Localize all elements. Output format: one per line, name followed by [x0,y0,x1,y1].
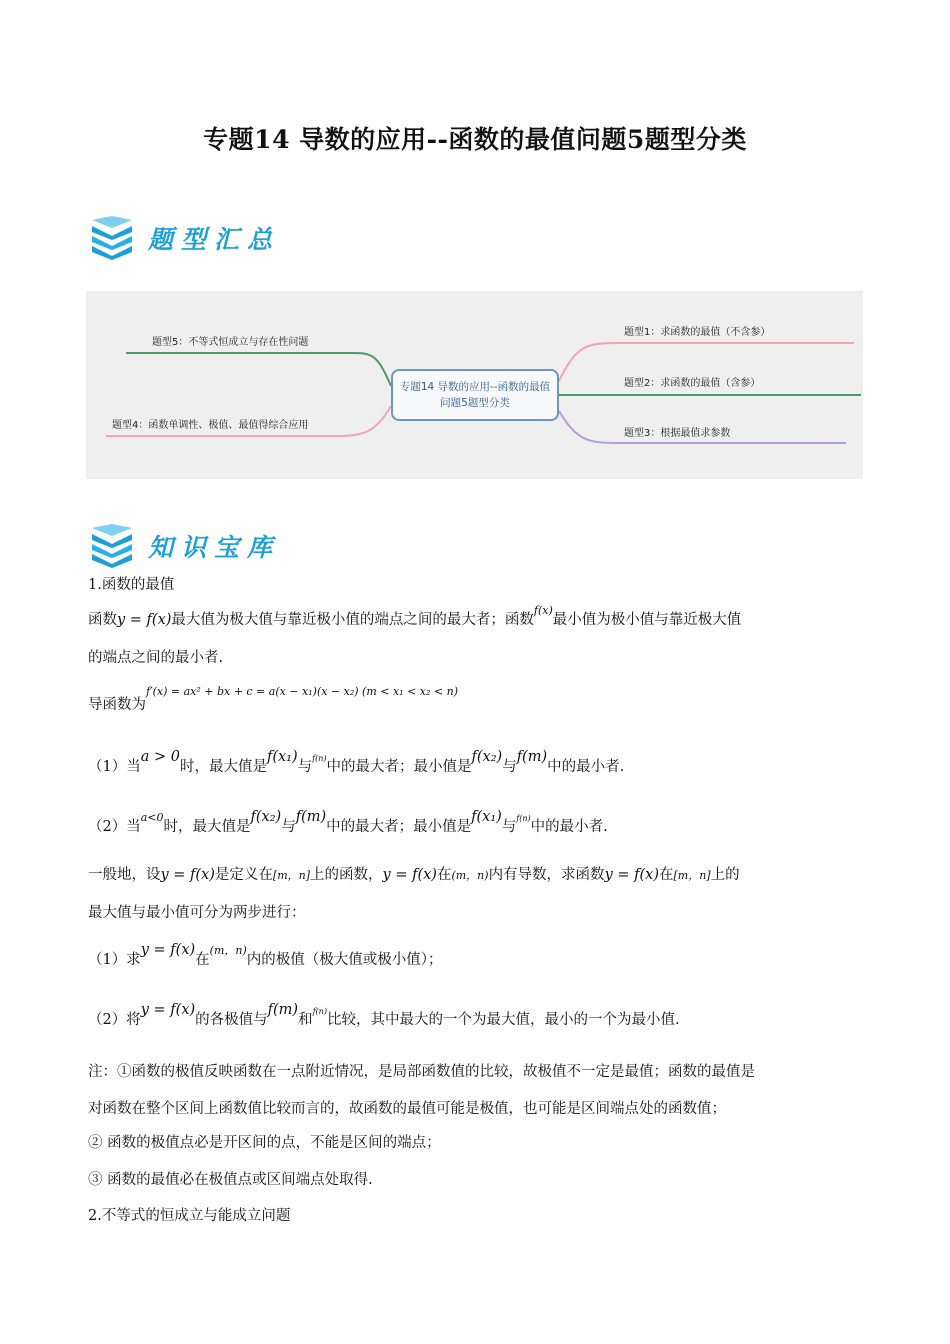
case-2: （2）当$^{a<0}$时，最大值是f(x₂)与f(m)中的最大者；最小值是f(x₁)与$^{f(n)}$中的最小者. [88,809,608,835]
mindmap [86,291,863,479]
note-line-1: 注：①函数的极值反映函数在一点附近情况，是局部函数值的比较，故极值不一定是最值；函数的最值是 [88,1064,755,1080]
paragraph-derivative: 导函数为$^{f'(x) = ax^2 + bx + c = a(x - x_1)(x - x_2) (m < x_1 < x_2 < n)}$ [88,685,459,713]
heading-inequality: 2.不等式的恒成立与能成立问题 [88,1208,291,1224]
section-label: 题型汇总 [148,225,281,254]
mindmap-node-type4: 题型4：函数单调性、极值、最值得综合应用 [112,420,309,431]
note-line-3: ② 函数的极值点必是开区间的点，不能是区间的端点； [88,1135,441,1151]
derivative-formula: f′(x) = ax² + bx + c = a(x − x₁)(x − x₂) (m < x₁ < x₂ < n) [146,685,459,698]
page-title: 专题14 导数的应用--函数的最值问题5题型分类 [203,125,747,154]
mindmap-node-type2: 题型2：求函数的最值（含参） [624,378,761,389]
general-paragraph-1: 一般地，设y = f(x)是定义在[m，n]上的函数，y = f(x)在(m，n)内有导数，求函数y = f(x)在[m，n]上的 [88,867,740,883]
case-1: （1）当a > 0时，最大值是f(x₁)与$^{f(n)}$中的最大者；最小值是f(x₂)与f(m)中的最小者. [88,749,625,775]
step-1: （1）求y = f(x)在$^{(m,n)}$内的极值（极大值或极小值）； [88,942,443,968]
step-2: （2）将y = f(x)的各极值与f(m)和$^{f(n)}$比较，其中最大的一个为最大值，最小的一个为最小值. [88,1002,680,1028]
book-stack-icon [88,524,136,568]
book-stack-icon [88,216,136,260]
note-line-2: 对函数在整个区间上函数值比较而言的，故函数的最值可能是极值，也可能是区间端点处的函数值； [88,1101,726,1117]
general-paragraph-2: 最大值与最小值可分为两步进行： [88,905,306,921]
paragraph-1: 函数y = f(x)最大值为极大值与靠近极小值的端点之间的最大者；函数$^{f(x)}$最小值为极小值与靠近极大值 [88,604,742,628]
heading-function-extrema: 1.函数的最值 [88,577,175,593]
note-line-4: ③ 函数的最值必在极值点或区间端点处取得. [88,1172,373,1188]
paragraph-2: 的端点之间的最小者. [88,650,224,666]
mindmap-center-node: 专题14 导数的应用--函数的最值问题5题型分类 [391,369,559,421]
section-label: 知识宝库 [148,533,281,562]
mindmap-node-type3: 题型3：根据最值求参数 [624,428,731,439]
section-header-summary [88,214,280,262]
section-header-knowledge [88,522,280,570]
mindmap-node-type1: 题型1：求函数的最值（不含参） [624,327,771,338]
mindmap-node-type5: 题型5：不等式恒成立与存在性问题 [152,337,309,348]
